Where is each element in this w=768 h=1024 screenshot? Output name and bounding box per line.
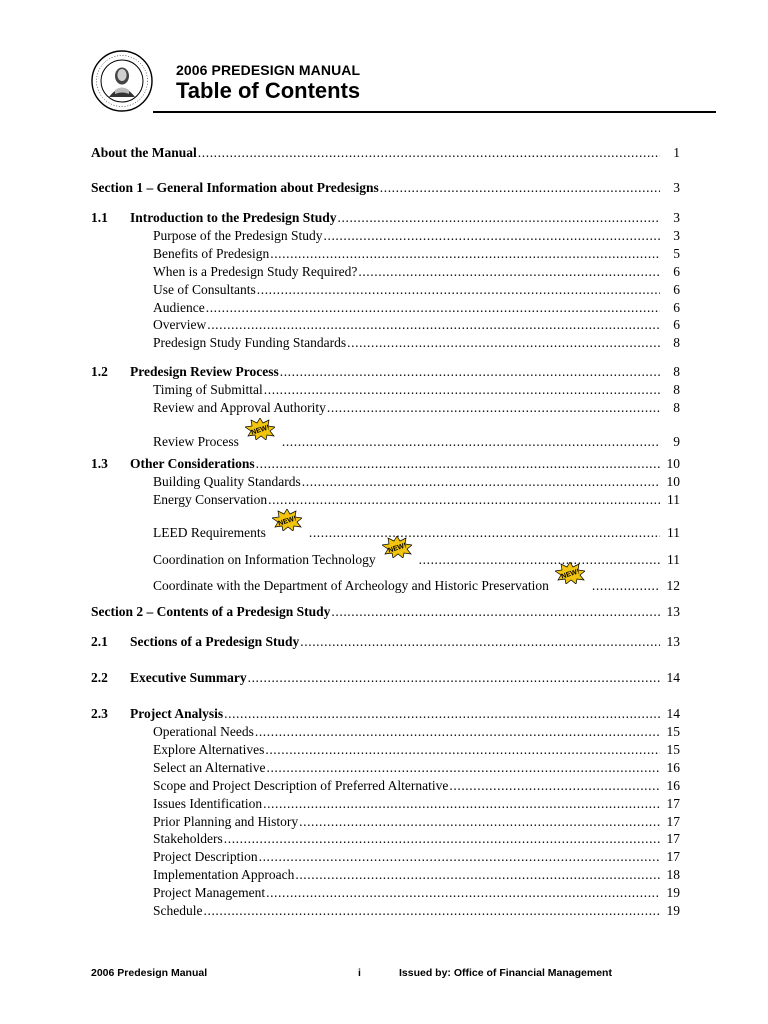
toc-dot-leader <box>302 473 660 491</box>
toc-entry-label[interactable]: Prior Planning and History <box>153 814 299 829</box>
toc-page-number[interactable]: 8 <box>673 335 680 350</box>
toc-entry[interactable] <box>153 399 680 417</box>
toc-entry[interactable] <box>91 144 680 162</box>
toc-entry[interactable] <box>153 884 680 902</box>
toc-dot-leader <box>338 209 660 227</box>
toc-dot-leader <box>207 316 660 334</box>
toc-entry[interactable] <box>153 245 680 263</box>
toc-entry-label[interactable]: Sections of a Predesign Study <box>130 634 300 649</box>
page-footer <box>0 964 768 984</box>
toc-dot-leader <box>224 830 660 848</box>
toc-entry-label[interactable]: Project Management <box>153 885 266 900</box>
toc-page-number[interactable]: 14 <box>666 670 680 685</box>
toc-entry[interactable] <box>153 723 680 741</box>
toc-entry-label[interactable]: Coordinate with the Department of Archeology and Historic Preservation <box>153 578 549 593</box>
toc-entry-label[interactable]: Implementation Approach <box>153 867 295 882</box>
toc-dot-leader <box>309 524 660 542</box>
toc-dot-leader <box>255 723 660 741</box>
toc-dot-leader <box>358 263 660 281</box>
new-badge-text: NEW! <box>560 568 581 581</box>
toc-dot-leader <box>265 741 660 759</box>
toc-entry[interactable] <box>153 227 680 245</box>
toc-entry-label[interactable]: Project Analysis <box>130 706 224 721</box>
toc-dot-leader <box>198 144 660 162</box>
toc-page-number[interactable]: 10 <box>666 474 680 489</box>
new-badge-icon <box>272 509 302 531</box>
toc-entry-label[interactable]: Predesign Review Process <box>130 364 279 379</box>
header-divider <box>153 111 716 113</box>
toc-entry[interactable] <box>91 179 680 197</box>
toc-entry-label[interactable]: Section 1 – General Information about Predesigns <box>91 180 379 195</box>
toc-entry[interactable] <box>153 491 680 509</box>
toc-entry[interactable] <box>153 299 680 317</box>
toc-entry-label[interactable]: LEED Requirements <box>153 525 266 540</box>
toc-dot-leader <box>324 227 661 245</box>
toc-page-number[interactable]: 14 <box>666 706 680 721</box>
toc-page-number[interactable]: 12 <box>666 578 680 593</box>
toc-entry[interactable] <box>91 603 680 621</box>
toc-page-number[interactable]: 11 <box>667 492 680 507</box>
toc-dot-leader <box>263 795 660 813</box>
toc-entry-label[interactable]: Project Description <box>153 849 258 864</box>
toc-dot-leader <box>327 399 660 417</box>
toc-page-number[interactable]: 6 <box>673 264 680 279</box>
toc-page-number[interactable]: 13 <box>666 634 680 649</box>
toc-entry-label[interactable]: Use of Consultants <box>153 282 256 297</box>
toc-page-number[interactable]: 17 <box>666 831 680 846</box>
toc-entry-label[interactable]: Predesign Study Funding Standards <box>153 335 347 350</box>
toc-entry[interactable] <box>153 424 680 449</box>
toc-entry-label[interactable]: Audience <box>153 300 205 315</box>
toc-page-number[interactable]: 17 <box>666 849 680 864</box>
toc-dot-leader <box>270 245 660 263</box>
toc-dot-leader <box>224 705 660 723</box>
toc-entry[interactable] <box>153 795 680 813</box>
toc-entry[interactable] <box>153 381 680 399</box>
toc-dot-leader <box>266 884 660 902</box>
toc-section-number: 1.2 <box>91 364 108 379</box>
toc-entry[interactable] <box>153 334 680 352</box>
toc-page-number[interactable]: 16 <box>666 778 680 793</box>
toc-page-number[interactable]: 9 <box>673 434 680 449</box>
toc-page-number[interactable]: 6 <box>673 300 680 315</box>
toc-page-number[interactable]: 19 <box>666 903 680 918</box>
new-badge-text: NEW! <box>250 424 271 437</box>
toc-page-number[interactable]: 3 <box>673 210 680 225</box>
toc-entry-label[interactable]: Benefits of Predesign <box>153 246 270 261</box>
toc-section-number: 1.1 <box>91 210 108 225</box>
toc-dot-leader <box>204 902 661 920</box>
new-badge-text: NEW! <box>277 515 298 528</box>
toc-entry-label[interactable]: Explore Alternatives <box>153 742 265 757</box>
toc-dot-leader <box>347 334 660 352</box>
toc-page-number[interactable]: 13 <box>666 604 680 619</box>
new-badge-icon <box>555 562 585 584</box>
toc-page-number[interactable]: 17 <box>666 814 680 829</box>
toc-entry[interactable] <box>153 830 680 848</box>
toc-page-number[interactable]: 15 <box>666 742 680 757</box>
toc-section-number: 2.2 <box>91 670 108 685</box>
toc-entry-label[interactable]: Coordination on Information Technology <box>153 552 376 567</box>
toc-entry-label[interactable]: Introduction to the Predesign Study <box>130 210 337 225</box>
toc-dot-leader <box>592 577 660 595</box>
toc-entry[interactable] <box>153 759 680 777</box>
toc-dot-leader <box>380 179 660 197</box>
toc-page-number[interactable]: 6 <box>673 317 680 332</box>
toc-page-number[interactable]: 15 <box>666 724 680 739</box>
toc-dot-leader <box>282 433 660 451</box>
toc-dot-leader <box>257 281 660 299</box>
toc-entry[interactable] <box>91 209 680 227</box>
toc-entry[interactable] <box>153 813 680 831</box>
toc-page-number[interactable]: 1 <box>673 145 680 160</box>
toc-entry-label[interactable]: Stakeholders <box>153 831 223 846</box>
toc-dot-leader <box>268 491 660 509</box>
toc-entry[interactable] <box>153 263 680 281</box>
toc-page-number[interactable]: 19 <box>666 885 680 900</box>
toc-dot-leader <box>449 777 660 795</box>
toc-page-number[interactable]: 11 <box>667 552 680 567</box>
state-seal-icon <box>91 50 153 112</box>
toc-section-number: 2.3 <box>91 706 108 721</box>
toc-entry[interactable] <box>153 777 680 795</box>
toc-entry-label[interactable]: Executive Summary <box>130 670 247 685</box>
toc-entry[interactable] <box>153 542 680 567</box>
toc-entry-label[interactable]: Section 2 – Contents of a Predesign Study <box>91 604 331 619</box>
toc-entry[interactable] <box>153 281 680 299</box>
toc-page-number[interactable]: 8 <box>673 382 680 397</box>
footer-page-number: i <box>358 967 361 979</box>
toc-page-number[interactable]: 11 <box>667 525 680 540</box>
toc-dot-leader <box>248 669 660 687</box>
toc-page-number[interactable]: 10 <box>666 456 680 471</box>
page-header <box>0 0 768 116</box>
toc-entry[interactable] <box>91 705 680 723</box>
toc-page-number[interactable]: 6 <box>673 282 680 297</box>
toc-entry[interactable] <box>153 316 680 334</box>
toc-dot-leader <box>266 759 660 777</box>
toc-page-number[interactable]: 8 <box>673 400 680 415</box>
footer-manual-name: 2006 Predesign Manual <box>91 967 208 979</box>
toc-dot-leader <box>300 633 660 651</box>
toc-dot-leader <box>259 848 660 866</box>
toc-entry[interactable] <box>91 363 680 381</box>
toc-entry-label[interactable]: Review Process <box>153 434 239 449</box>
toc-section-number: 1.3 <box>91 456 108 471</box>
toc-page-number[interactable]: 3 <box>673 228 680 243</box>
toc-entry-label[interactable]: Schedule <box>153 903 203 918</box>
toc-page-number[interactable]: 18 <box>666 867 680 882</box>
toc-entry-label[interactable]: Operational Needs <box>153 724 254 739</box>
new-badge-icon <box>245 418 275 440</box>
toc-entry-label[interactable]: Building Quality Standards <box>153 474 301 489</box>
toc-entry[interactable] <box>91 669 680 687</box>
toc-entry[interactable] <box>153 741 680 759</box>
footer-issuer: Issued by: Office of Financial Management <box>399 967 612 979</box>
toc-dot-leader <box>206 299 660 317</box>
toc-page-number[interactable]: 17 <box>666 796 680 811</box>
toc-entry-label[interactable]: Other Considerations <box>130 456 255 471</box>
toc-dot-leader <box>295 866 660 884</box>
toc-entry[interactable] <box>153 473 680 491</box>
toc-entry[interactable] <box>153 515 680 540</box>
toc-entry-label[interactable]: Select an Alternative <box>153 760 266 775</box>
toc-entry[interactable] <box>91 633 680 651</box>
new-badge-text: NEW! <box>387 542 408 555</box>
toc-page-number[interactable]: 16 <box>666 760 680 775</box>
toc-entry-label[interactable]: Overview <box>153 317 207 332</box>
toc-entry-label[interactable]: Review and Approval Authority <box>153 400 326 415</box>
toc-page-number[interactable]: 8 <box>673 364 680 379</box>
toc-entry-label[interactable]: About the Manual <box>91 145 197 160</box>
toc-entry-label[interactable]: Energy Conservation <box>153 492 268 507</box>
toc-dot-leader <box>256 455 660 473</box>
toc-entry[interactable] <box>153 848 680 866</box>
toc-dot-leader <box>264 381 660 399</box>
toc-entry-label[interactable]: When is a Predesign Study Required? <box>153 264 358 279</box>
toc-entry-label[interactable]: Purpose of the Predesign Study <box>153 228 323 243</box>
toc-entry[interactable] <box>91 455 680 473</box>
toc-page-number[interactable]: 5 <box>673 246 680 261</box>
toc-dot-leader <box>280 363 660 381</box>
page-title: Table of Contents <box>176 78 361 103</box>
new-badge-icon <box>382 536 412 558</box>
toc-dot-leader <box>419 551 660 569</box>
manual-subtitle: 2006 PREDESIGN MANUAL <box>176 62 361 78</box>
toc-entry-label[interactable]: Timing of Submittal <box>153 382 263 397</box>
toc-dot-leader <box>331 603 660 621</box>
toc-page-number[interactable]: 3 <box>673 180 680 195</box>
toc-entry[interactable] <box>153 866 680 884</box>
toc-dot-leader <box>299 813 660 831</box>
toc-entry[interactable] <box>153 568 680 593</box>
toc-section-number: 2.1 <box>91 634 108 649</box>
toc-entry-label[interactable]: Scope and Project Description of Preferred Alternative <box>153 778 449 793</box>
toc-entry-label[interactable]: Issues Identification <box>153 796 263 811</box>
toc-entry[interactable] <box>153 902 680 920</box>
